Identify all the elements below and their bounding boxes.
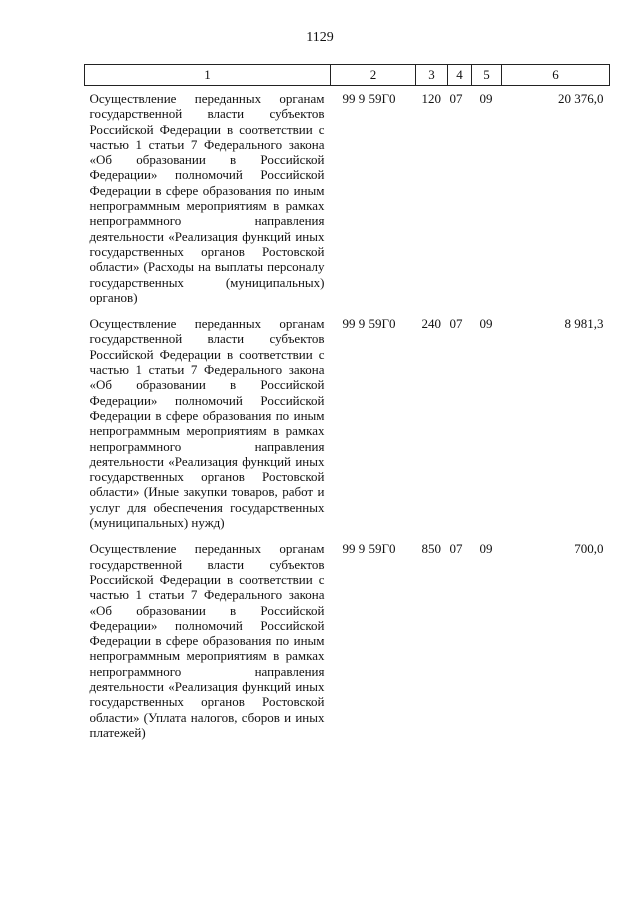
budget-table: [84, 64, 610, 746]
column-header-1: 1: [85, 65, 331, 86]
page-number: 1129: [306, 30, 334, 45]
subsection-cell: 09: [479, 91, 493, 106]
expense-type-cell: 240: [421, 316, 441, 332]
column-header-2: 2: [331, 65, 416, 86]
target-article-cell: 99 9 59Г0: [342, 541, 396, 557]
expense-name-cell: Осуществление переданных органам государственной власти субъектов Российской Федерации в соответствии с частью 1 статьи 7 Федерального закона «Об образовании в Российской Федерации» полномочий Российской Федерации в сфере образования по иным непрограммным мероприятиям в рамках непрограммного направления деятельности «Реализация функций иных государственных органов Ростовской области» (Иные закупки товаров, работ и услуг для обеспечения государственных (муниципальных) нужд): [89, 316, 325, 531]
table-row: [85, 536, 610, 746]
column-header-4: 4: [448, 65, 472, 86]
expense-name-cell: Осуществление переданных органам государственной власти субъектов Российской Федерации в соответствии с частью 1 статьи 7 Федерального закона «Об образовании в Российской Федерации» полномочий Российской Федерации в сфере образования по иным непрограммным мероприятиям в рамках непрограммного направления деятельности «Реализация функций иных государственных органов Ростовской области» (Уплата налогов, сборов и иных платежей): [89, 541, 325, 740]
column-header-6: 6: [502, 65, 610, 86]
column-header-5: 5: [472, 65, 502, 86]
target-article-cell: 99 9 59Г0: [342, 316, 396, 332]
section-cell: 07: [449, 91, 463, 106]
section-cell: 07: [449, 316, 463, 332]
section-cell: 07: [449, 541, 463, 557]
amount-cell: 8 981,3: [564, 316, 604, 332]
table-row: [85, 86, 610, 312]
expense-type-cell: 120: [421, 91, 441, 106]
target-article-cell: 99 9 59Г0: [342, 91, 396, 106]
expense-type-cell: 850: [421, 541, 441, 557]
expense-name-cell: Осуществление переданных органам государственной власти субъектов Российской Федерации в соответствии с частью 1 статьи 7 Федерального закона «Об образовании в Российской Федерации» полномочий Российской Федерации в сфере образования по иным непрограммным мероприятиям в рамках непрограммного направления деятельности «Реализация функций иных государственных органов Ростовской области» (Расходы на выплаты персоналу государственных (муниципальных) органов): [89, 91, 325, 305]
table-header-row: [85, 65, 610, 86]
column-header-3: 3: [416, 65, 448, 86]
amount-cell: 700,0: [574, 541, 604, 557]
table-row: [85, 311, 610, 536]
subsection-cell: 09: [479, 541, 493, 557]
subsection-cell: 09: [479, 316, 493, 332]
amount-cell: 20 376,0: [558, 91, 604, 106]
